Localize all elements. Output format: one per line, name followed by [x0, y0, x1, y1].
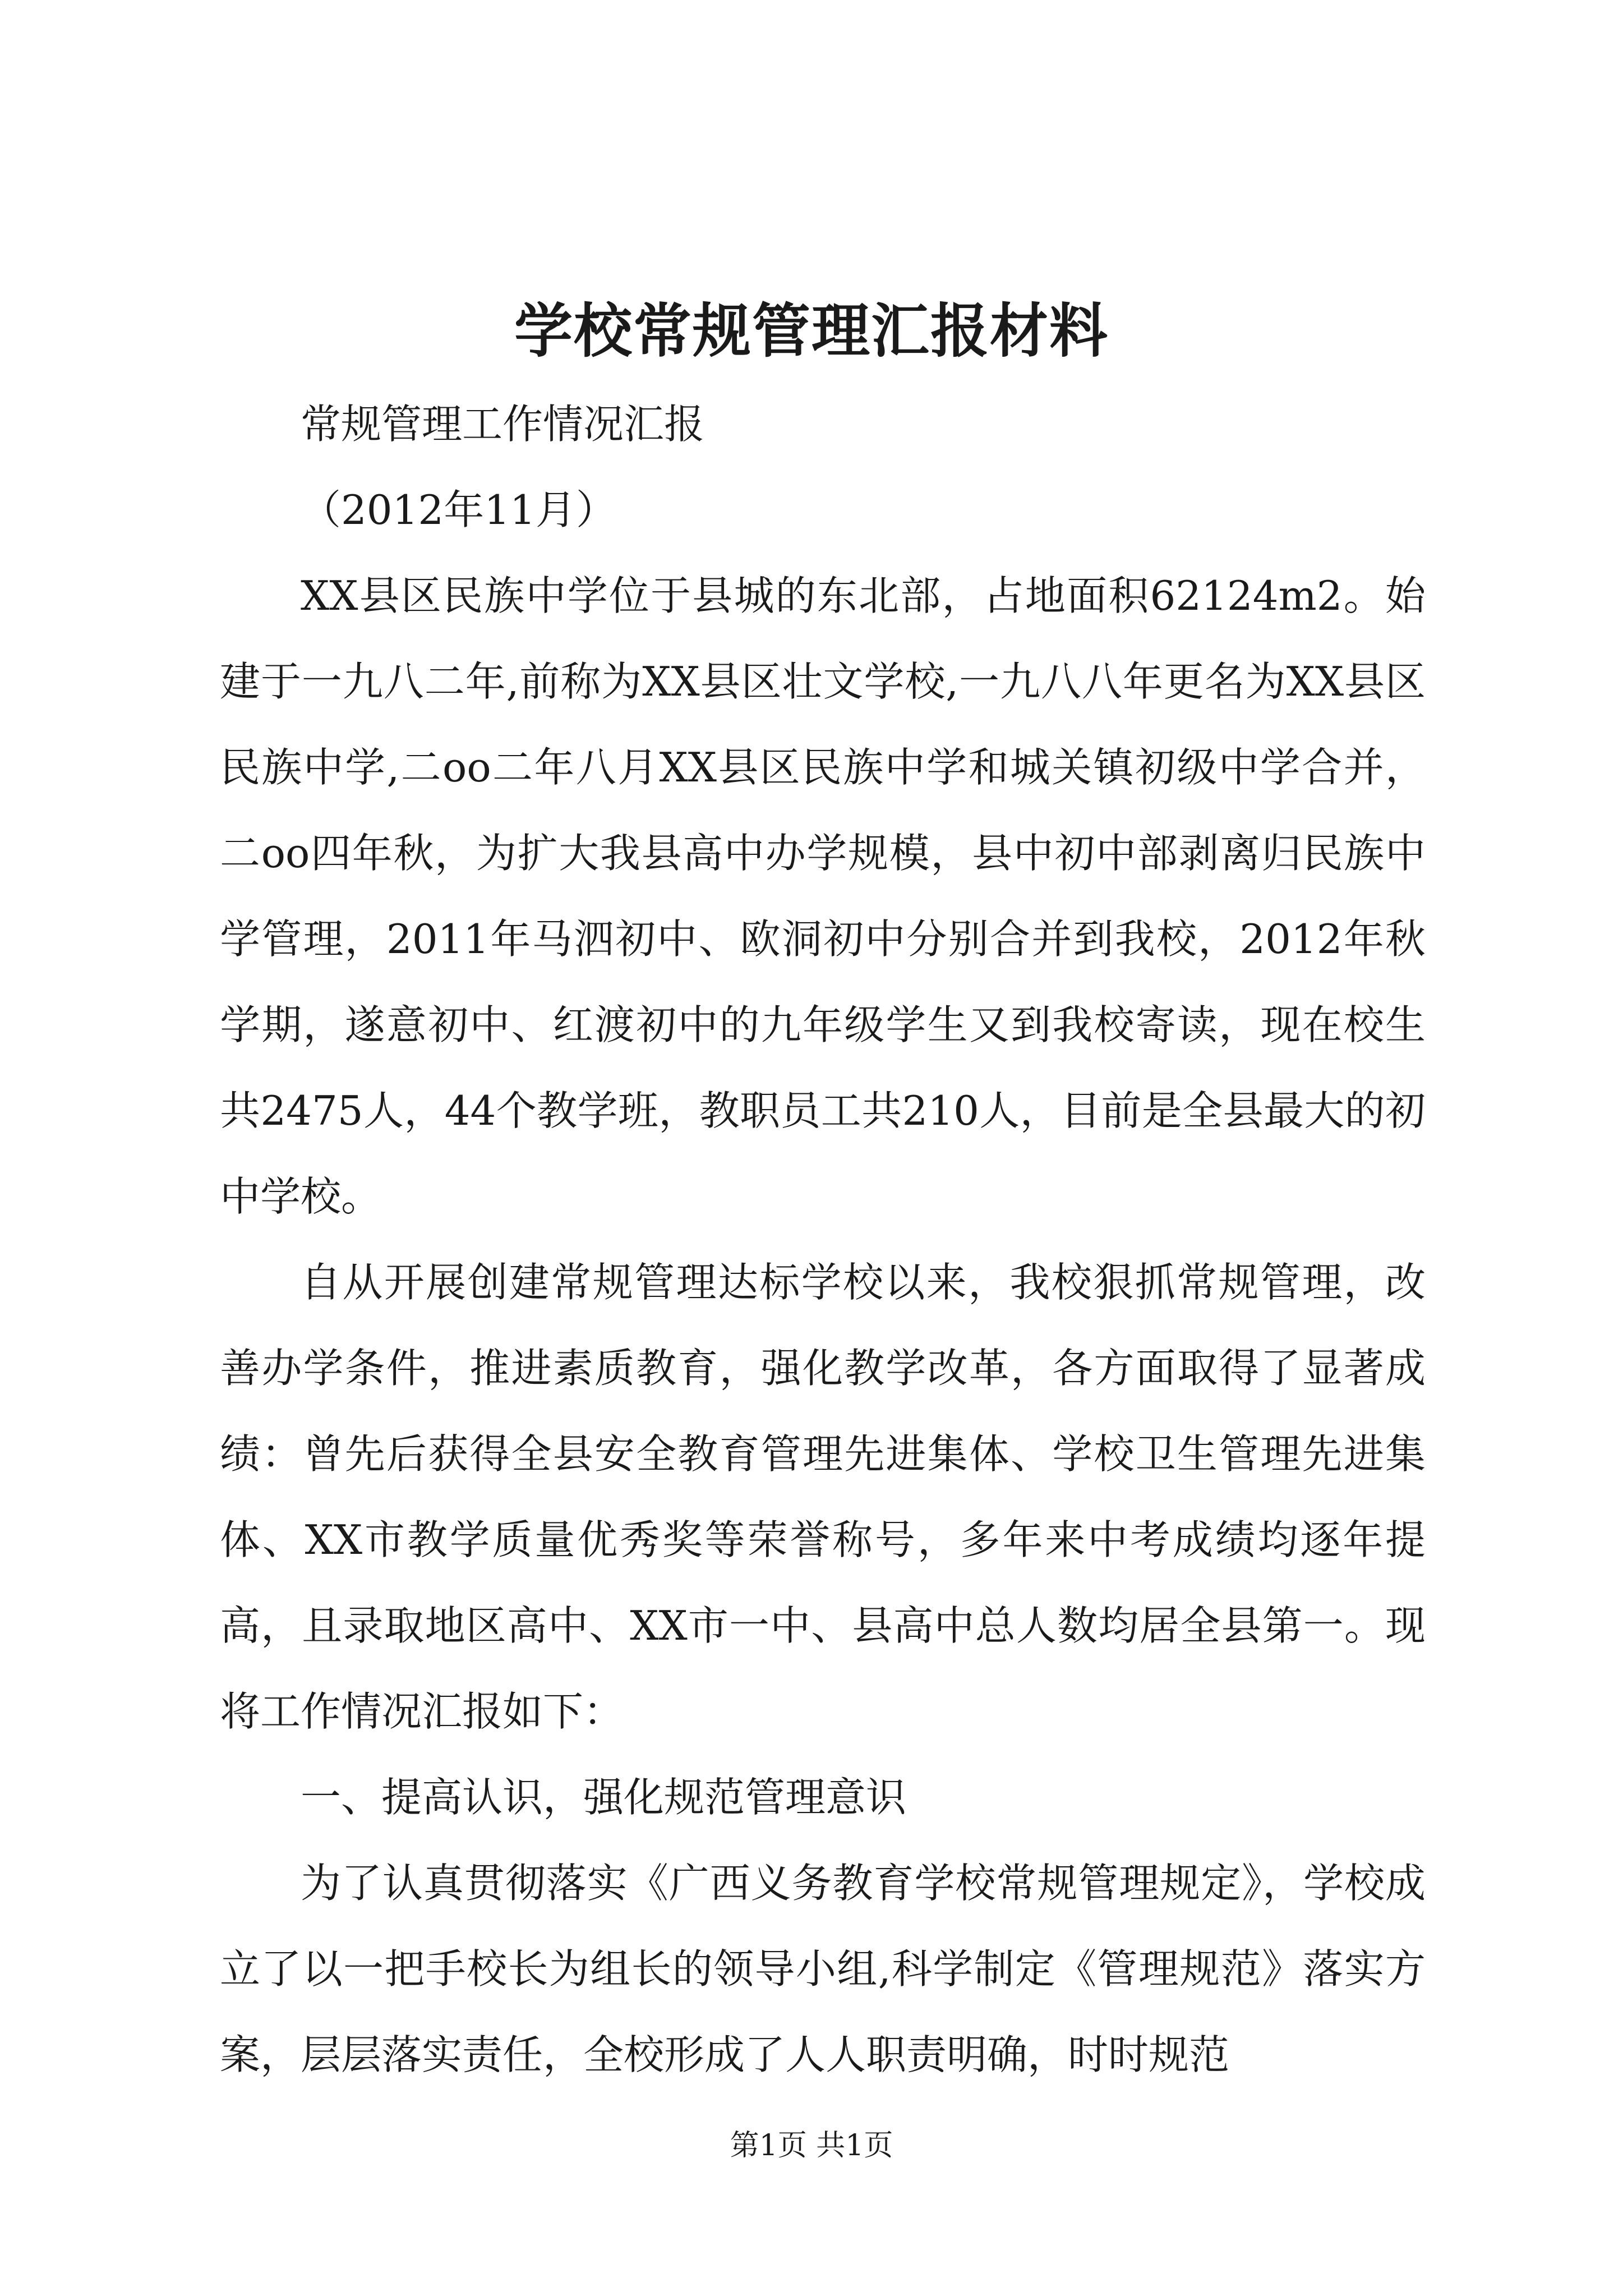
page-footer: 第1页 共1页 — [730, 2129, 893, 2162]
paragraph-achievements: 自从开展创建常规管理达标学校以来，我校狠抓常规管理，改善办学条件，推进素质教育，强化教学改革，各方面取得了显著成绩：曾先后获得全县安全教育管理先进集体、学校卫生管理先进集体、XX市教学质量优秀奖等荣誉称号，多年来中考成绩均逐年提高，且录取地区高中、XX市一中、县高中总人数均居全县第一。现将工作情况汇报如下： — [220, 1259, 1426, 1735]
paragraph-subtitle: 常规管理工作情况汇报 — [301, 401, 705, 448]
section-heading-1: 一、提高认识，强化规范管理意识 — [301, 1774, 907, 1821]
paragraph-section-1: 为了认真贯彻落实《广西义务教育学校常规管理规定》，学校成立了以一把手校长为组长的领导小组,科学制定《管理规范》落实方案，层层落实责任，全校形成了人人职责明确，时时规范 — [220, 1860, 1426, 2078]
document-title: 学校常规管理汇报材料 — [514, 296, 1109, 365]
paragraph-date: （2012年11月） — [301, 486, 616, 533]
document-body — [220, 381, 1426, 2098]
paragraph-school-history: XX县区民族中学位于县城的东北部，占地面积62124m2。始建于一九八二年,前称为XX县区壮文学校,一九八八年更名为XX县区民族中学,二oo二年八月XX县区民族中学和城关镇初级中学合并，二oo四年秋，为扩大我县高中办学规模，县中初中部剥离归民族中学管理，2011年马泗初中、欧洞初中分别合并到我校，2012年秋学期，遂意初中、红渡初中的九年级学生又到我校寄读，现在校生共2475人，44个教学班，教职员工共210人，目前是全县最大的初中学校。 — [220, 572, 1426, 1220]
